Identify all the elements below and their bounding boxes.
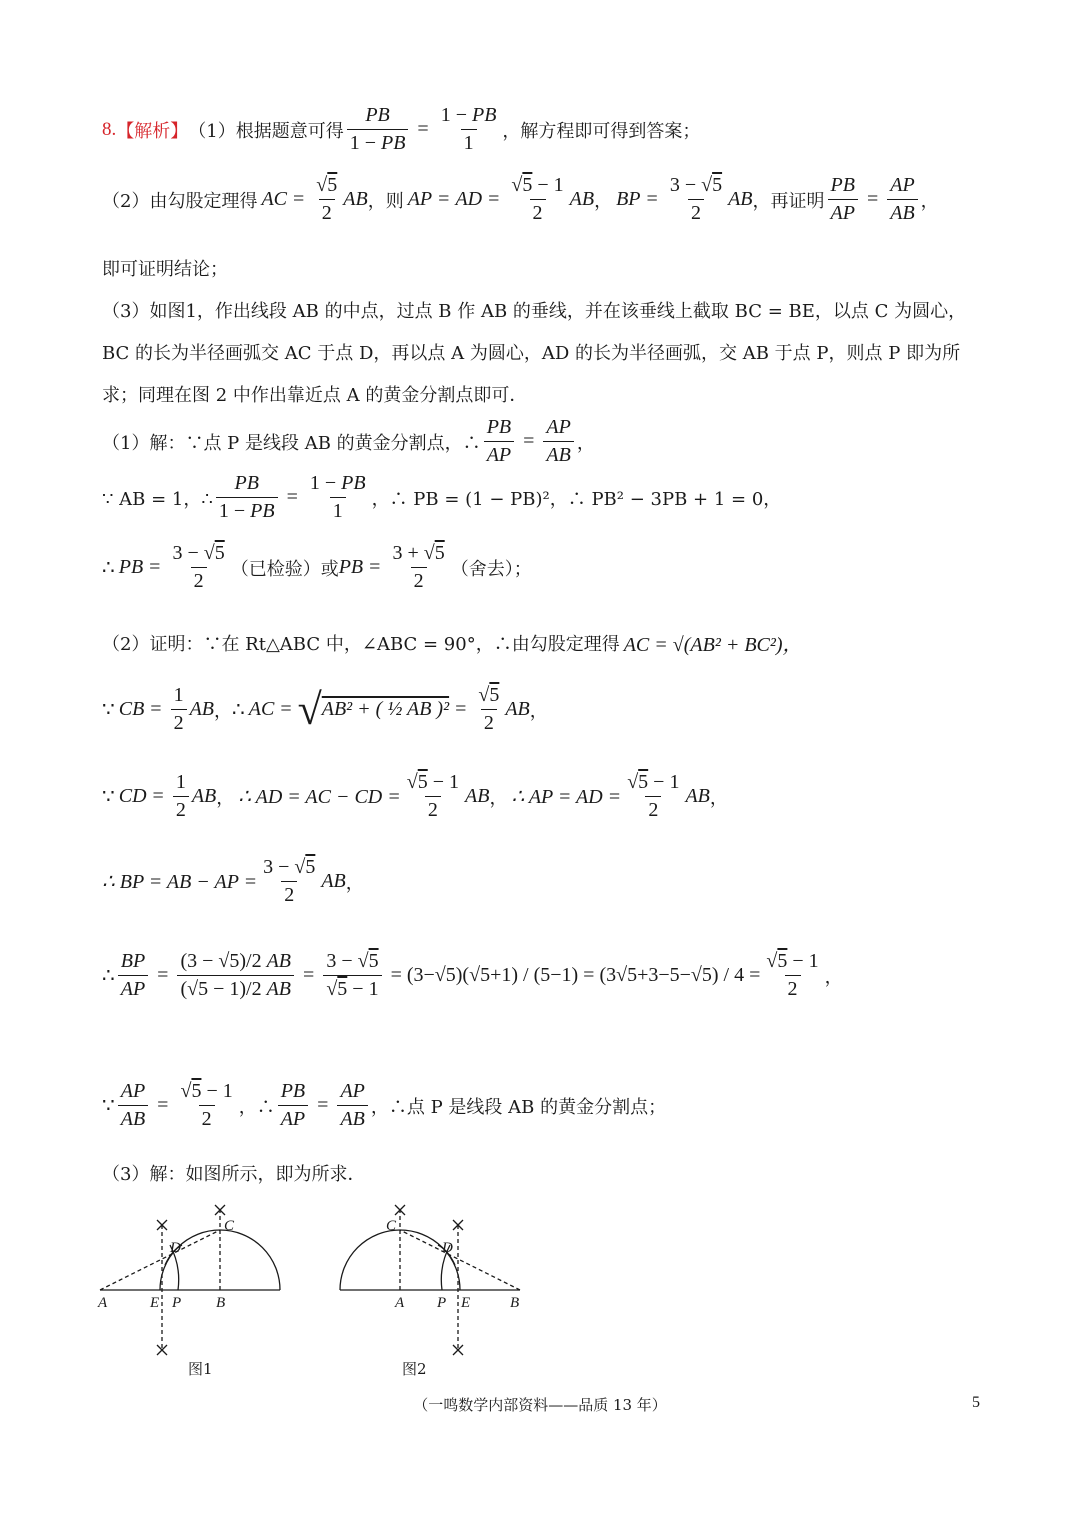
fraction: $\frac{AP}{AB}$ — [543, 416, 573, 467]
fraction: $\frac{√5}{2}$ — [478, 684, 500, 734]
page-number: 5 — [972, 1394, 980, 1411]
fig1-label-p: P — [172, 1295, 182, 1311]
part1-eq: ，∴ PB = (1 − PB)²，∴ PB² − 3PB + 1 = 0， — [371, 488, 782, 510]
fraction: $\frac{1}{2}$ — [171, 684, 187, 735]
analysis-line-3c: 求；同理在图 2 中作出靠近点 A 的黄金分割点即可． — [102, 385, 528, 406]
figure-2-caption: 图2 — [402, 1360, 427, 1378]
part2-intro: （2）证明：∵在 Rt△ABC 中，∠ABC = 90°，∴由勾股定理得 — [102, 633, 620, 655]
fraction: $\frac{√5 - 1}{2}$ — [180, 1080, 233, 1130]
analysis-2-mid2: ，再证明 — [752, 190, 825, 212]
fraction: $\frac{AP}{AB}$ — [337, 1080, 367, 1131]
fraction: $\frac{3 - √5}{√5 - 1}$ — [323, 950, 381, 1001]
fraction: $\frac{√5 - 1}{2}$ — [511, 174, 564, 224]
part1-given: ∵ AB = 1，∴ — [102, 488, 213, 510]
fig1-label-d: D — [170, 1240, 181, 1256]
fraction: $\frac{√5}{2}$ — [316, 174, 338, 224]
part2-ap-text: ∴ AP = AD = — [511, 786, 622, 808]
part2-ratio-text: = (3−√5)(√5+1) / (5−1) = (3√5+3−5−√5) / 4 = — [390, 964, 761, 986]
fig2-label-a: A — [395, 1295, 405, 1311]
fig2-label-d: D — [442, 1240, 453, 1256]
solution-2-cd: ∵ CD = $\frac{1}{2}$ AB ， ∴ AD = AC − CD = $\frac{√5 - 1}{2}$ AB ， ∴ AP = AD = $\frac{√5 - 1}{2}$ AB ， — [102, 771, 728, 821]
fraction: $\frac{PB}{AP}$ — [828, 174, 858, 225]
fig2-label-b: B — [510, 1295, 520, 1311]
nested-fraction: $\frac{(3 - √5)/2 AB}{(√5 - 1)/2 AB}$ — [177, 950, 294, 1001]
part2-ac: AC = √(AB² + BC²)， — [623, 634, 803, 656]
fraction: $\frac{1 - PB}{1}$ — [440, 104, 497, 154]
analysis-tag: 【解析】 — [116, 120, 189, 142]
fraction: $\frac{√5 - 1}{2}$ — [406, 771, 460, 821]
part2-cd-text: ∴ AD = AC − CD = — [238, 786, 401, 808]
fraction: $\frac{PB}{1 - PB}$ — [216, 472, 278, 523]
analysis-line-2: （2）由勾股定理得 AC = $\frac{√5}{2}$ AB ，则 AP = AD = $\frac{√5 - 1}{2}$ AB ， BP = $\frac{3 - √5}{2}$ AB ，再证明 $\frac{PB}{AP}$ = $\frac{AP}{AB}$ ， — [102, 174, 939, 224]
fraction: $\frac{AP}{AB}$ — [887, 174, 917, 225]
footer-text: （一鸣数学内部资料——品质 13 年） — [413, 1396, 667, 1414]
figure-2 — [340, 1205, 520, 1355]
solution-2-intro — [102, 628, 803, 657]
solution-3: （3）解：如图所示，即为所求． — [102, 1164, 366, 1185]
fig1-label-a: A — [98, 1295, 108, 1311]
analysis-line-3b: BC 的长为半径画弧交 AC 于点 D，再以点 A 为圆心，AD 的长为半径画弧，交 AB 于点 P，则点 P 即为所 — [102, 343, 961, 364]
problem-number: 8. — [102, 118, 117, 140]
fraction: $\frac{PB}{AP}$ — [278, 1080, 308, 1131]
solution-2-conclusion: ∵ $\frac{AP}{AB}$ = $\frac{√5 - 1}{2}$ ，∴ $\frac{PB}{AP}$ = $\frac{AP}{AB}$ ， ∴点 P 是线段 AB 的黄金分割点； — [102, 1080, 667, 1130]
fig1-label-c: C — [224, 1218, 235, 1234]
fraction: $\frac{3 - √5}{2}$ — [669, 174, 723, 224]
fraction: $\frac{3 - √5}{2}$ — [172, 542, 225, 592]
part1-intro: （1）解：∵点 P 是线段 AB 的黄金分割点，∴ — [102, 432, 481, 454]
part2-bp-text: ∴ BP = AB − AP = — [102, 871, 258, 893]
analysis-line-3a: （3）如图1，作出线段 AB 的中点，过点 B 作 AB 的垂线，并在该垂线上截取 BC = BE，以点 C 为圆心， — [102, 301, 967, 322]
fig2-label-e: E — [461, 1295, 471, 1311]
analysis-1-prefix: （1）根据题意可得 — [188, 120, 344, 142]
fraction: $\frac{PB}{1 - PB}$ — [347, 104, 409, 155]
fraction: $\frac{BP}{AP}$ — [118, 950, 148, 1001]
fraction: $\frac{3 + √5}{2}$ — [392, 542, 445, 592]
analysis-line-1: 8. 【解析】 （1）根据题意可得 $\frac{PB}{1 - PB}$ = $\frac{1 - PB}{1}$ ，解方程即可得到答案； — [102, 104, 701, 154]
fraction: $\frac{1 - PB}{1}$ — [309, 472, 366, 522]
part2-conclusion: ∴点 P 是线段 AB 的黄金分割点； — [388, 1096, 667, 1118]
fraction: $\frac{√5 - 1}{2}$ — [627, 771, 680, 821]
solution-2-bp: ∴ BP = AB − AP = $\frac{3 - √5}{2}$ AB ， — [102, 856, 364, 906]
part1-checked: （已检验）或 — [230, 558, 339, 580]
fig1-label-e: E — [150, 1295, 160, 1311]
solution-1-result: ∴ PB = $\frac{3 - √5}{2}$ （已检验）或 PB = $\frac{3 + √5}{2}$ （舍去）； — [102, 542, 532, 592]
part1-rejected: （舍去）； — [450, 558, 532, 580]
solution-2-ratio: ∴ $\frac{BP}{AP}$ = $\frac{(3 - √5)/2 AB}{(√5 - 1)/2 AB}$ = $\frac{3 - √5}{√5 - 1}$ = (3−√5)(√5+1) / (5−1) = (3√5+3−5−√5) / 4 = $\frac{√5 - 1}{2}$ ， — [102, 950, 843, 1000]
fraction: $\frac{√5 - 1}{2}$ — [766, 950, 819, 1000]
fraction: $\frac{1}{2}$ — [173, 771, 189, 822]
fraction: $\frac{3 - √5}{2}$ — [263, 856, 316, 906]
fig1-label-b: B — [216, 1295, 226, 1311]
fraction: $\frac{AP}{AB}$ — [118, 1080, 148, 1131]
solution-1-equation: ∵ AB = 1，∴ $\frac{PB}{1 - PB}$ = $\frac{1 - PB}{1}$ ，∴ PB = (1 − PB)²，∴ PB² − 3PB + 1 = 0， — [102, 472, 782, 522]
fig2-label-c: C — [386, 1218, 397, 1234]
fig2-label-p: P — [437, 1295, 447, 1311]
figure-1 — [100, 1205, 280, 1355]
fraction: $\frac{PB}{AP}$ — [484, 416, 514, 467]
analysis-line-2b: 即可证明结论； — [102, 259, 228, 280]
figure-1-caption: 图1 — [188, 1360, 213, 1378]
analysis-2-prefix: （2）由勾股定理得 — [102, 190, 258, 212]
solution-1-intro: （1）解：∵点 P 是线段 AB 的黄金分割点，∴ $\frac{PB}{AP}$ = $\frac{AP}{AB}$ ， — [102, 416, 595, 466]
analysis-1-suffix: ，解方程即可得到答案； — [502, 120, 701, 142]
solution-2-cb: ∵ CB = $\frac{1}{2}$ AB ， ∴ AC = √ AB² + ( ½ AB )² = $\frac{√5}{2}$ AB ， — [102, 684, 548, 734]
analysis-2-mid1: ，则 — [367, 190, 404, 212]
